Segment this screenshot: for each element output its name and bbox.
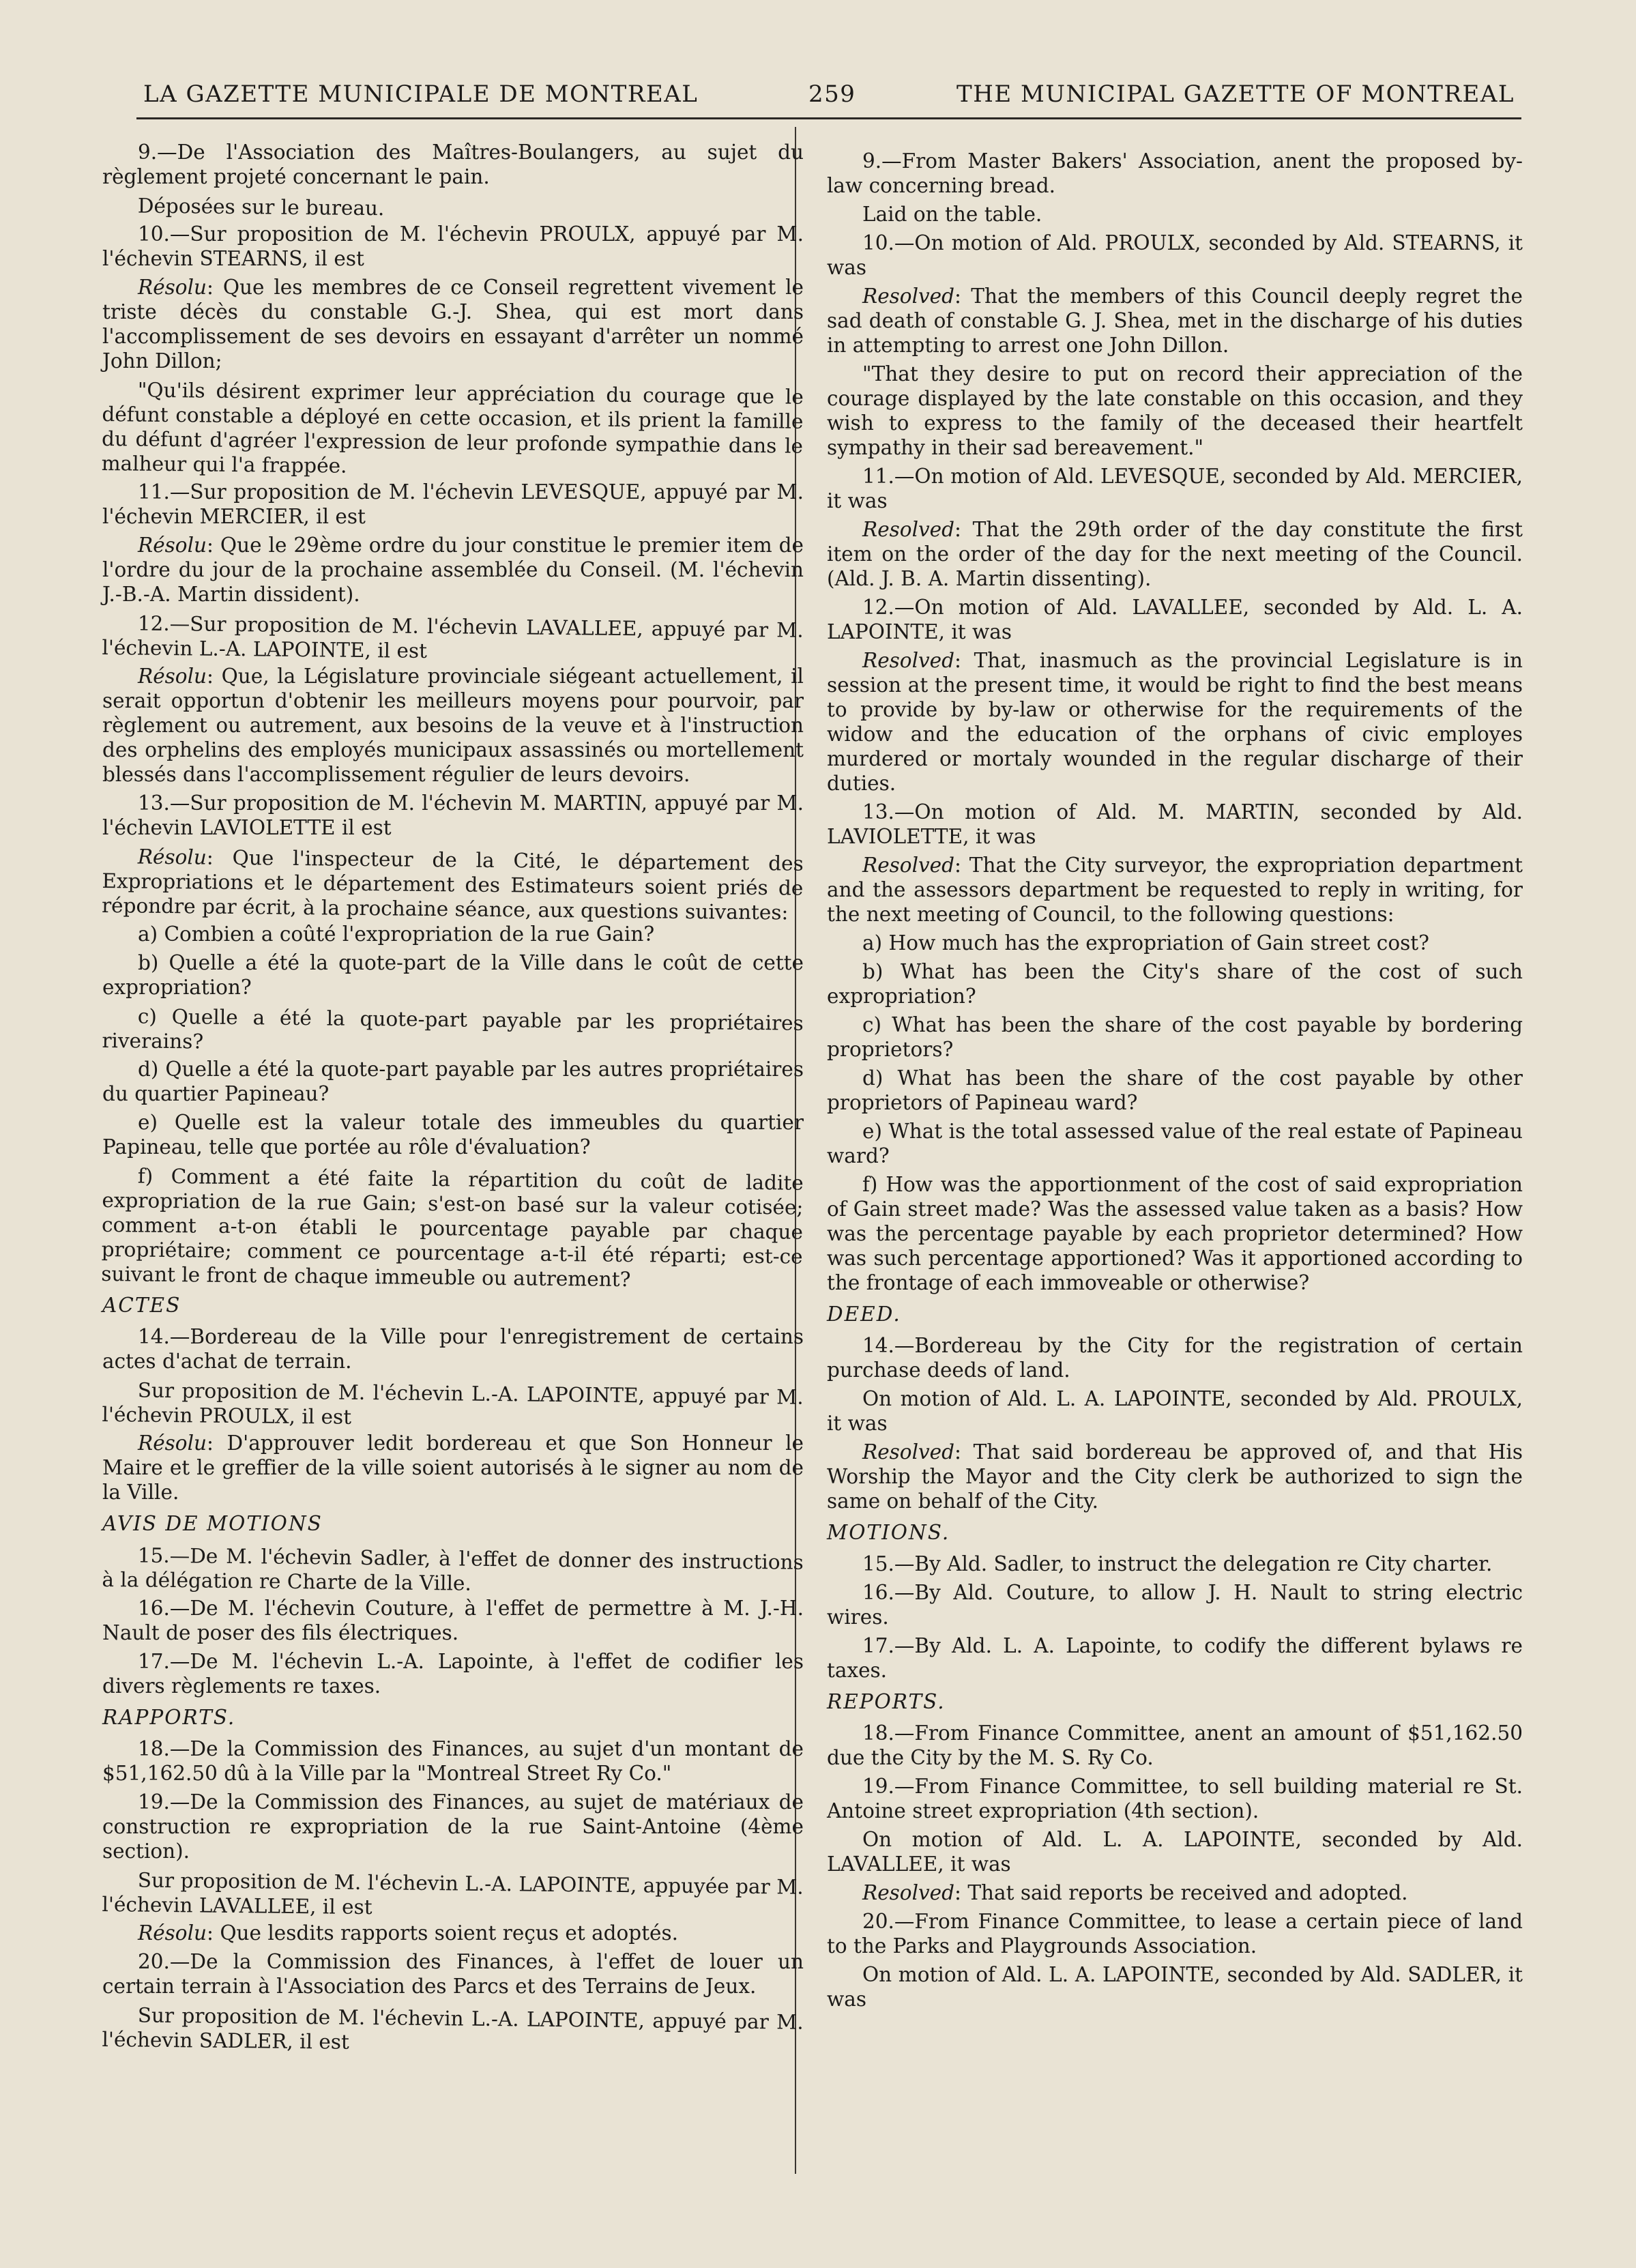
paragraph-text: 9.—De l'Association des Maîtres-Boulangers, au sujet du règlement projeté concernant le pain.	[102, 141, 804, 188]
paragraph	[827, 1066, 1523, 1115]
paragraph-text: 14.—Bordereau by the City for the registration of certain purchase deeds of land.	[827, 1334, 1523, 1382]
paragraph-text: "Qu'ils désirent exprimer leur appréciation du courage que le défunt constable a déployé en cette occasion, et ils prient la famille du défunt d'agréer l'expression de leur profonde sympathie dans le malheur qui l'a frappée.	[101, 378, 804, 478]
paragraph-text: 12.—On motion of Ald. LAVALLEE, seconded by Ald. L. A. LAPOINTE, it was	[827, 596, 1523, 643]
paragraph	[827, 1774, 1523, 1823]
paragraph	[102, 1543, 804, 1599]
paragraph	[102, 1736, 804, 1786]
paragraph	[827, 284, 1523, 358]
paragraph	[102, 950, 804, 1000]
paragraph	[102, 1790, 804, 1863]
section-heading: REPORTS.	[827, 1690, 946, 1713]
paragraph	[827, 959, 1523, 1008]
section-heading: DEED.	[827, 1303, 901, 1326]
paragraph	[827, 1827, 1523, 1876]
paragraph-text: 10.—Sur proposition de M. l'échevin PROULX, appuyé par M. l'échevin STEARNS, il est	[102, 222, 804, 270]
resolution-keyword: Résolu	[138, 534, 207, 557]
paragraph	[827, 1386, 1523, 1436]
paragraph-text: 19.—De la Commission des Finances, au sujet de matériaux de construction re expropriation de la rue Saint-Antoine (4ème section).	[102, 1790, 804, 1863]
paragraph-text: Sur proposition de M. l'échevin L.-A. LAPOINTE, appuyé par M. l'échevin PROULX, il est	[102, 1378, 804, 1429]
resolution-keyword: Resolved	[862, 518, 955, 541]
header-rule	[136, 117, 1521, 119]
paragraph	[102, 1004, 804, 1060]
paragraph-text: 16.—De M. l'échevin Couture, à l'effet de permettre à M. J.-H. Nault de poser des fils électriques.	[102, 1597, 804, 1644]
paragraph-text: "That they desire to put on record their appreciation of the courage displayed by the late constable on this occasion, and they wish to express to the family of the deceased their heartfelt sympathy in their sad bereavement."	[827, 362, 1523, 459]
paragraph	[102, 193, 804, 225]
paragraph	[827, 595, 1523, 644]
paragraph-text: On motion of Ald. L. A. LAPOINTE, seconded by Ald. PROULX, it was	[827, 1387, 1523, 1435]
paragraph	[827, 1333, 1523, 1382]
paragraph-text: 9.—From Master Bakers' Association, anent the proposed by-law concerning bread.	[827, 149, 1523, 197]
paragraph	[102, 1921, 804, 1945]
paragraph-text: c) Quelle a été la quote-part payable par les propriétaires riverains?	[102, 1004, 804, 1053]
paragraph	[102, 922, 804, 946]
paragraph-text: Sur proposition de M. l'échevin L.-A. LAPOINTE, appuyée par M. l'échevin LAVALLEE, il est	[102, 1868, 804, 1919]
paragraph-text: 10.—On motion of Ald. PROULX, seconded by Ald. STEARNS, it was	[827, 231, 1523, 279]
paragraph-text: b) Quelle a été la quote-part de la Ville dans le coût de cette expropriation?	[102, 951, 804, 999]
paragraph-text: : Que le 29ème ordre du jour constitue le premier item de l'ordre du jour de la prochaine assemblée du Conseil. (M. l'échevin J.-B.-A. Martin dissident).	[102, 534, 804, 606]
paragraph-text: 14.—Bordereau de la Ville pour l'enregistrement de certains actes d'achat de terrain.	[102, 1325, 804, 1373]
page-number: 259	[808, 81, 856, 108]
paragraph	[827, 1721, 1523, 1770]
paragraph	[827, 931, 1523, 955]
paragraph	[827, 464, 1523, 513]
paragraph-text: : That said reports be received and adopted.	[954, 1881, 1408, 1904]
resolution-keyword: Resolved	[862, 854, 955, 877]
paragraph	[827, 1962, 1523, 2011]
paragraph	[827, 231, 1523, 280]
paragraph-text: 12.—Sur proposition de M. l'échevin LAVALLEE, appuyé par M. l'échevin L.-A. LAPOINTE, il est	[102, 611, 804, 663]
paragraph-text: : That the members of this Council deeply regret the sad death of constable G. J. Shea, met in the discharge of his duties in attempting to arrest one John Dillon.	[827, 285, 1523, 357]
paragraph	[827, 1580, 1523, 1629]
resolution-keyword: Résolu	[138, 276, 207, 299]
paragraph-text: 20.—De la Commission des Finances, à l'effet de louer un certain terrain à l'Association des Parcs et des Terrains de Jeux.	[102, 1950, 804, 1998]
paragraph-text: On motion of Ald. L. A. LAPOINTE, seconded by Ald. LAVALLEE, it was	[827, 1828, 1523, 1876]
paragraph-text: On motion of Ald. L. A. LAPOINTE, seconded by Ald. SADLER, it was	[827, 1963, 1523, 2011]
paragraph-text: : Que l'inspecteur de la Cité, le département des Expropriations et le département des Estimateurs soient priés de répondre par écrit, à la prochaine séance, aux questions suivantes:	[101, 845, 804, 925]
section-heading: AVIS DE MOTIONS	[102, 1512, 323, 1535]
paragraph	[102, 140, 804, 189]
paragraph	[102, 1649, 804, 1698]
paragraph-text: d) What has been the share of the cost payable by other proprietors of Papineau ward?	[827, 1066, 1523, 1114]
paragraph	[827, 149, 1523, 198]
paragraph-text: a) How much has the expropriation of Gain street cost?	[862, 931, 1429, 955]
paragraph	[102, 1057, 804, 1106]
paragraph	[101, 1163, 804, 1294]
resolution-keyword: Resolved	[862, 285, 955, 308]
paragraph-text: 18.—De la Commission des Finances, au sujet d'un montant de $51,162.50 dû à la Ville par la "Montreal Street Ry Co."	[102, 1737, 804, 1785]
resolution-keyword: Résolu	[138, 665, 207, 688]
paragraph-text: : Que, la Législature provinciale siégeant actuellement, il serait opportun d'obtenir les meilleurs moyens pour pourvoir, par règlement ou autrement, aux besoins de la veuve et à l'instruction des orphelins des employés municipaux assassinés ou mortellement blessés dans l'accomplissement régulier de leurs devoirs.	[102, 665, 804, 786]
paragraph-text: e) What is the total assessed value of the real estate of Papineau ward?	[827, 1120, 1523, 1167]
paragraph	[827, 1880, 1523, 1905]
paragraph	[102, 791, 804, 840]
paragraph-text: a) Combien a coûté l'expropriation de la rue Gain?	[138, 922, 655, 946]
paragraph-text: : That the City surveyor, the expropriation department and the assessors department be requested to reply in writing, for the next meeting of Council, to the following questions:	[827, 854, 1523, 926]
paragraph-text: 15.—De M. l'échevin Sadler, à l'effet de donner des instructions à la délégation re Charte de la Ville.	[102, 1543, 804, 1595]
section-heading: RAPPORTS.	[102, 1706, 236, 1729]
paragraph-text: f) Comment a été faite la répartition du coût de ladite expropriation de la rue Gain; s'est-on basé sur la valeur cotisée; comment a-t-on établi le pourcentage payable par chaque propriétaire; comment ce pourcentage a-t-il été réparti; est-ce suivant le front de chaque immeuble ou autrement?	[101, 1164, 804, 1292]
paragraph-text: Laid on the table.	[862, 203, 1042, 226]
section-heading: MOTIONS.	[827, 1521, 950, 1544]
paragraph-text: 11.—On motion of Ald. LEVESQUE, seconded by Ald. MERCIER, it was	[827, 465, 1523, 512]
paragraph-text: c) What has been the share of the cost payable by bordering proprietors?	[827, 1013, 1523, 1061]
paragraph	[102, 611, 804, 667]
paragraph	[827, 648, 1523, 796]
section-heading: ACTES	[102, 1294, 181, 1317]
paragraph	[827, 800, 1523, 849]
paragraph	[102, 2003, 804, 2059]
paragraph	[827, 362, 1523, 460]
paragraph-text: : Que lesdits rapports soient reçus et adoptés.	[207, 1921, 679, 1945]
paragraph	[827, 853, 1523, 927]
paragraph	[102, 533, 804, 607]
resolution-keyword: Resolved	[862, 1440, 955, 1464]
paragraph-text: d) Quelle a été la quote-part payable par les autres propriétaires du quartier Papineau?	[102, 1058, 804, 1105]
english-column	[827, 149, 1523, 2016]
paragraph-text: 20.—From Finance Committee, to lease a certain piece of land to the Parks and Playgrounds Association.	[827, 1910, 1523, 1958]
paragraph-text: 19.—From Finance Committee, to sell building material re St. Antoine street expropriation (4th section).	[827, 1775, 1523, 1822]
paragraph	[827, 1013, 1523, 1062]
paragraph-text: 18.—From Finance Committee, anent an amount of $51,162.50 due the City by the M. S. Ry Co.	[827, 1721, 1523, 1769]
paragraph-text: e) Quelle est la valeur totale des immeubles du quartier Papineau, telle que portée au rôle d'évaluation?	[102, 1111, 804, 1159]
page-header	[143, 81, 1515, 119]
paragraph	[827, 1633, 1523, 1683]
resolution-keyword: Resolved	[862, 649, 955, 672]
paragraph	[102, 1949, 804, 1998]
paragraph-text: : That, inasmuch as the provincial Legislature is in session at the present time, it would be right to find the best means to provide by by-law or otherwise for the requirements of the widow and the education of the orphans of civic employes murdered or mortaly wounded in the regular discharge of their duties.	[827, 649, 1523, 795]
paragraph	[102, 1110, 804, 1159]
resolution-keyword: Résolu	[137, 845, 207, 869]
paragraph-text: f) How was the apportionment of the cost of said expropriation of Gain street made? Was the assessed value taken as a basis? How was the percentage payable by each proprietor determined? How was such percentage apportioned? Was it apportioned according to the frontage of each immoveable or otherwise?	[827, 1173, 1523, 1294]
header-english-title: THE MUNICIPAL GAZETTE OF MONTREAL	[956, 81, 1515, 108]
paragraph-text: Déposées sur le bureau.	[137, 194, 385, 220]
resolution-keyword: Résolu	[138, 1921, 207, 1945]
paragraph-text: 15.—By Ald. Sadler, to instruct the delegation re City charter.	[862, 1552, 1493, 1575]
paragraph	[101, 377, 803, 483]
french-column	[102, 140, 804, 2056]
paragraph	[102, 480, 804, 529]
paragraph-text: : That the 29th order of the day constitute the first item on the order of the day for the next meeting of the Council. (Ald. J. B. A. Martin dissenting).	[827, 518, 1523, 590]
paragraph-text: 13.—On motion of Ald. M. MARTIN, seconded by Ald. LAVIOLETTE, it was	[827, 800, 1523, 848]
paragraph-text: 17.—De M. l'échevin L.-A. Lapointe, à l'effet de codifier les divers règlements re taxes.	[102, 1650, 804, 1698]
paragraph-text: : D'approuver ledit bordereau et que Son Honneur le Maire et le greffier de la ville soient autorisés à le signer au nom de la Ville.	[102, 1431, 804, 1504]
paragraph	[102, 1431, 804, 1504]
paragraph	[102, 664, 804, 787]
paragraph	[827, 517, 1523, 591]
paragraph	[827, 1119, 1523, 1168]
paragraph-text: 17.—By Ald. L. A. Lapointe, to codify the different bylaws re taxes.	[827, 1634, 1523, 1682]
paragraph-text: 11.—Sur proposition de M. l'échevin LEVESQUE, appuyé par M. l'échevin MERCIER, il est	[102, 480, 804, 528]
paragraph-text: 16.—By Ald. Couture, to allow J. H. Nault to string electric wires.	[827, 1581, 1523, 1629]
paragraph	[827, 1172, 1523, 1295]
paragraph	[827, 1552, 1523, 1576]
paragraph-text: b) What has been the City's share of the cost of such expropriation?	[827, 960, 1523, 1008]
paragraph	[102, 222, 804, 271]
paragraph-text: Sur proposition de M. l'échevin L.-A. LAPOINTE, appuyé par M. l'échevin SADLER, il est	[102, 2003, 804, 2054]
paragraph-text: 13.—Sur proposition de M. l'échevin M. MARTIN, appuyé par M. l'échevin LAVIOLETTE il est	[102, 791, 804, 839]
paragraph	[827, 1440, 1523, 1513]
header-french-title: LA GAZETTE MUNICIPALE DE MONTREAL	[143, 81, 699, 108]
paragraph	[102, 844, 804, 925]
paragraph	[102, 275, 804, 373]
paragraph-text: : That said bordereau be approved of, and that His Worship the Mayor and the City clerk be authorized to sign the same on behalf of the City.	[827, 1440, 1523, 1513]
paragraph	[102, 1596, 804, 1645]
paragraph	[102, 1324, 804, 1373]
paragraph	[102, 1378, 804, 1434]
paragraph	[827, 1909, 1523, 1958]
paragraph-text: : Que les membres de ce Conseil regrettent vivement le triste décès du constable G.-J. Shea, qui est mort dans l'accomplissement de ses devoirs en essayant d'arrêter un nommé John Dillon;	[102, 276, 804, 373]
paragraph	[102, 1867, 804, 1924]
paragraph	[827, 202, 1523, 227]
resolution-keyword: Resolved	[862, 1881, 955, 1904]
resolution-keyword: Résolu	[138, 1431, 207, 1455]
